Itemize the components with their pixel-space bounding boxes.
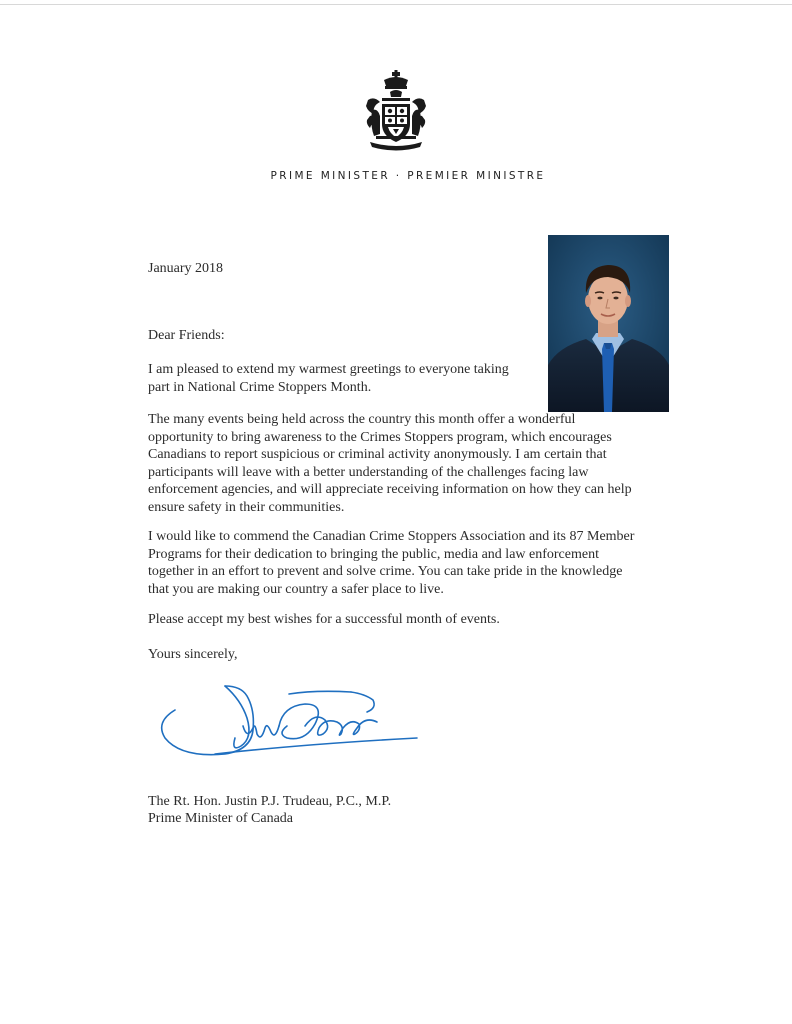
- letter-date: January 2018: [148, 261, 224, 276]
- signer-name: The Rt. Hon. Justin P.J. Trudeau, P.C., M.P.: [148, 794, 392, 809]
- handwritten-signature: [155, 682, 425, 772]
- scan-edge-line: [0, 4, 792, 5]
- signer-title: Prime Minister of Canada: [148, 811, 294, 826]
- body-paragraph-2: The many events being held across the country this month offer a wonderful opportunity to bring awareness to the Crimes Stoppers program, which encourages Canadians to report suspicious or criminal activity anonymously. I am certain that participants will leave with a better understanding of the challenges facing law enforcement agencies, and will appreciate receiving information on how they can help ensure safety in their communities.: [148, 412, 632, 515]
- body-paragraph-1: I am pleased to extend my warmest greetings to everyone taking part in National Crime Stoppers Month.: [148, 362, 509, 395]
- body-paragraph-4: Please accept my best wishes for a successful month of events.: [148, 612, 500, 627]
- closing: Yours sincerely,: [148, 647, 238, 662]
- letterhead-title: PRIME MINISTER · PREMIER MINISTRE: [270, 170, 546, 182]
- salutation: Dear Friends:: [148, 328, 225, 343]
- body-paragraph-3: I would like to commend the Canadian Crime Stoppers Association and its 87 Member Programs for their dedication to bringing the public, media and law enforcement together in an effort to prevent and solve crime. You can take pride in the knowledge that you are making our country a safer place to live.: [148, 529, 635, 597]
- coat-of-arms-icon: [364, 70, 428, 154]
- portrait-photo: [548, 235, 669, 412]
